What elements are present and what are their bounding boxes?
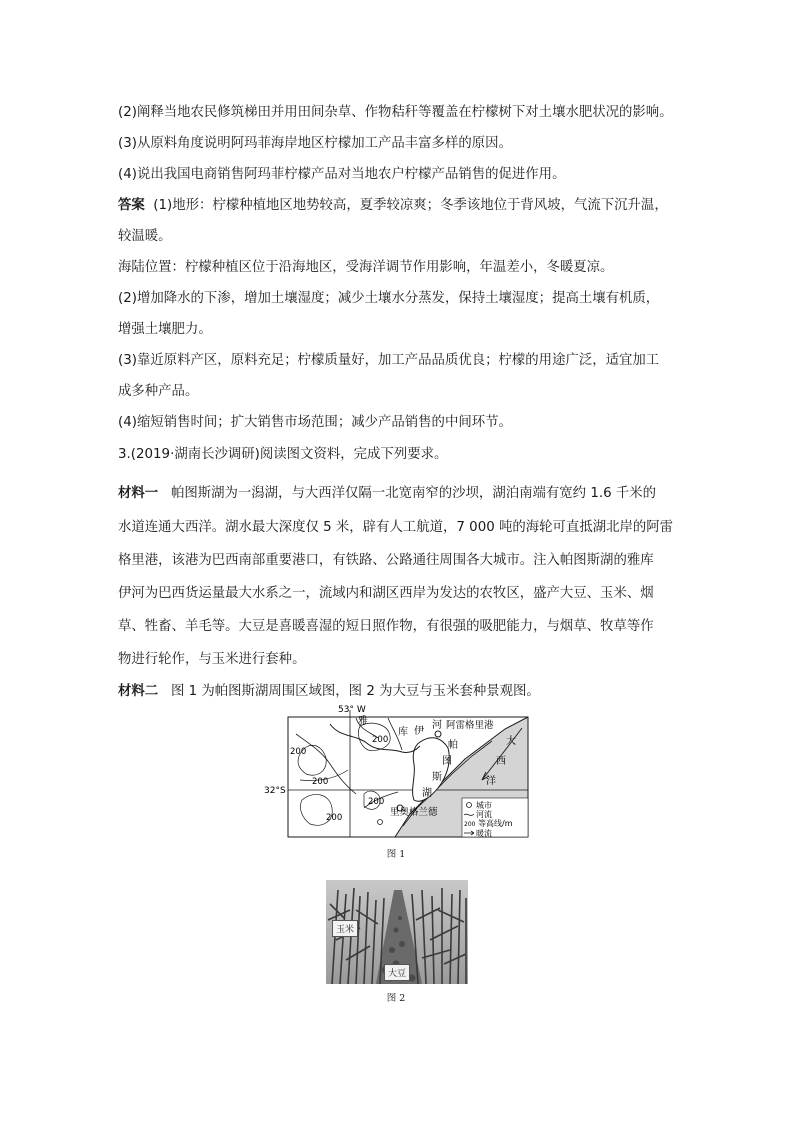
port-label: 阿雷格里港	[446, 720, 494, 731]
lake-char-1: 帕	[448, 740, 458, 751]
figure-2-caption: 图 2	[386, 993, 406, 1004]
legend-river: 河流	[476, 810, 492, 819]
contour-label-4: 200	[368, 797, 385, 807]
material-1-label: 材料一	[118, 486, 159, 501]
label-corn: 玉米	[332, 920, 358, 937]
city-small	[378, 820, 383, 825]
question-2: (2)阐释当地农民修筑梯田并用田间杂草、作物秸秆等覆盖在柠檬树下对土壤水肥状况的影响。	[118, 105, 673, 120]
material-1-line-1: 材料一 帕图斯湖为一潟湖，与大西洋仅隔一北宽南窄的沙坝，湖泊南端有宽约 1.6 千米的	[118, 486, 657, 501]
question-3: (3)从原料角度说明阿玛菲海岸地区柠檬加工产品丰富多样的原因。	[118, 136, 512, 151]
answer-3-line-2: 成多种产品。	[118, 384, 199, 399]
answer-1-line-1	[118, 196, 678, 216]
figure-1-caption: 图 1	[386, 849, 406, 860]
material-2: 材料二 图 1 为帕图斯湖周围区域图，图 2 为大豆与玉米套种景观图。	[118, 684, 540, 699]
ocean-char-2: 西	[496, 756, 506, 767]
city-rio-grande-label: 里奥格兰德	[390, 807, 438, 818]
material-1-line-6: 物进行轮作，与玉米进行套种。	[118, 652, 306, 667]
region-map	[260, 704, 540, 844]
legend-city: 城市	[476, 801, 492, 810]
map-legend	[462, 798, 528, 838]
legend-contour: 等高线/m	[478, 819, 513, 828]
ocean-char-3: 洋	[486, 776, 496, 787]
question-4: (4)说出我国电商销售阿玛菲柠檬产品对当地农户柠檬产品销售的促进作用。	[118, 167, 566, 182]
legend-current: 暖流	[476, 829, 492, 838]
answer-4: (4)缩短销售时间；扩大销售市场范围；减少产品销售的中间环节。	[118, 415, 512, 430]
material-2-label: 材料二	[118, 684, 159, 699]
legend-city-icon	[467, 803, 472, 808]
contour-label-2: 200	[372, 735, 389, 745]
ocean-char-1: 大	[506, 736, 516, 747]
contour-label-5: 200	[326, 813, 343, 823]
figure-2-photo	[326, 880, 468, 984]
river-char-1: 雅	[358, 716, 368, 727]
lat-label: 32°S	[264, 786, 286, 796]
river-char-2: 库	[398, 727, 408, 738]
legend-contour-num: 200	[464, 821, 476, 828]
label-soybean: 大豆	[384, 964, 410, 981]
answer-1-line-2: 较温暖。	[118, 229, 172, 244]
answer-1-line-3: 海陆位置：柠檬种植区位于沿海地区，受海洋调节作用影响，年温差小，冬暖夏凉。	[118, 260, 614, 275]
question-3-intro: 3.(2019·湖南长沙调研)阅读图文资料，完成下列要求。	[118, 447, 448, 462]
material-1-line-3: 格里港，该港为巴西南部重要港口，有铁路、公路通往周围各大城市。注入帕图斯湖的雅库	[118, 553, 654, 568]
lake-char-4: 湖	[422, 788, 432, 799]
answer-3-line-1: (3)靠近原料产区，原料充足；柠檬质量好，加工产品品质优良；柠檬的用途广泛，适宜加工	[118, 353, 660, 368]
city-porto-alegre	[435, 731, 441, 737]
lake-char-3: 斯	[432, 772, 442, 783]
answer-label: 答案	[118, 198, 145, 213]
material-1-line-2: 水道连通大西洋。湖水最大深度仅 5 米，辟有人工航道，7 000 吨的海轮可直抵湖北岸的阿雷	[118, 520, 674, 535]
answer-1-text: (1)地形：柠檬种植地区地势较高，夏季较凉爽；冬季该地位于背风坡，气流下沉升温，	[153, 198, 668, 213]
figure-1-map	[260, 704, 540, 844]
lon-label: 53° W	[338, 705, 366, 715]
river-char-3: 伊	[414, 726, 424, 737]
contour-label-3: 200	[312, 777, 329, 787]
lake-char-2: 图	[442, 756, 452, 767]
river-char-4: 河	[432, 720, 442, 731]
contour-label-1: 200	[290, 747, 307, 757]
answer-2-line-2: 增强土壤肥力。	[118, 322, 212, 337]
answer-2-line-1: (2)增加降水的下渗，增加土壤湿度；减少土壤水分蒸发，保持土壤湿度；提高土壤有机质，	[118, 291, 660, 306]
material-1-line-4: 伊河为巴西货运量最大水系之一，流域内和湖区西岸为发达的农牧区，盛产大豆、玉米、烟	[118, 586, 654, 601]
material-1-line-5: 草、牲畜、羊毛等。大豆是喜暖喜湿的短日照作物，有很强的吸肥能力，与烟草、牧草等作	[118, 619, 654, 634]
